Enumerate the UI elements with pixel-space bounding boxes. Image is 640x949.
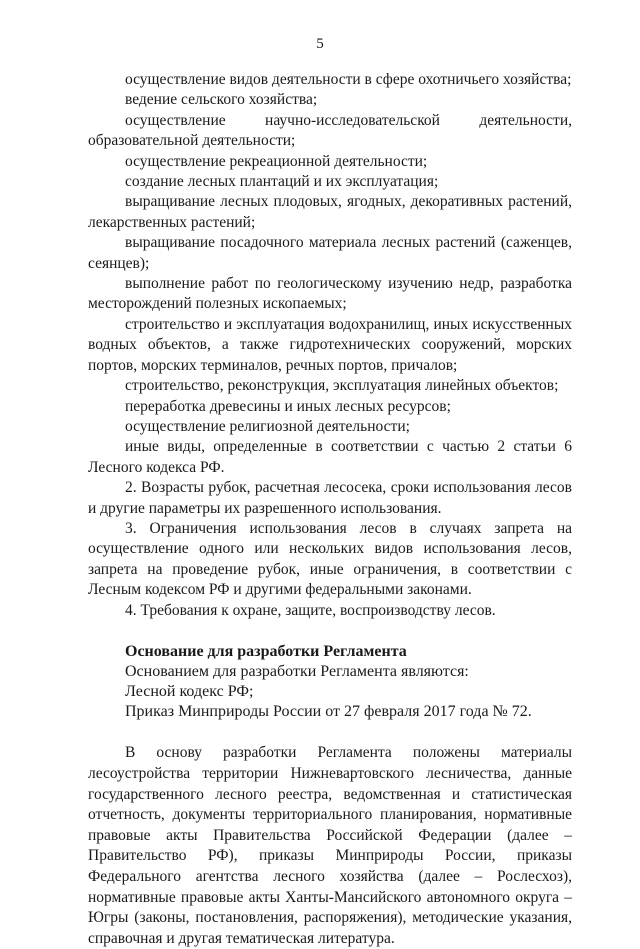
numbered-item: 4. Требования к охране, защите, воспроизводству лесов. — [125, 601, 496, 619]
list-item: осуществление рекреационной деятельности; — [125, 152, 428, 170]
numbered-items — [88, 478, 572, 621]
page-content — [88, 70, 572, 949]
list-item: выращивание лесных плодовых, ягодных, декоративных растений, лекарственных растений; — [88, 193, 572, 231]
list-item: выполнение работ по геологическому изучению недр, разработка месторождений полезных ископаемых; — [88, 275, 572, 313]
list-item: осуществление научно-исследовательской деятельности, образовательной деятельности; — [88, 111, 572, 150]
basis-item: Лесной кодекс РФ; — [125, 683, 254, 701]
list-item: переработка древесины и иных лесных ресурсов; — [125, 397, 451, 415]
numbered-item: 2. Возрасты рубок, расчетная лесосека, сроки использования лесов и другие параметры их разрешенного использования. — [88, 479, 572, 517]
section-gap — [88, 722, 572, 743]
closing-paragraph: В основу разработки Регламента положены материалы лесоустройства территории Нижневартовского лесничества, данные государственного лесного реестра, ведомственная и статистическая отчетность, документы территориального планирования, нормативные правовые акты Правительства Российской Федерации (далее – Правительство РФ), приказы Минприроды России, приказы Федерального агентства лесного хозяйства (далее – Рослесхоз), нормативные правовые акты Ханты-Мансийского автономного округа – Югры (законы, постановления, распоряжения), методические указания, справочная и другая тематическая литература. — [88, 744, 572, 947]
basis-intro: Основанием для разработки Регламента являются: — [125, 663, 469, 681]
list-item: строительство и эксплуатация водохранилищ, иных искусственных водных объектов, а также гидротехнических сооружений, морских портов, морских терминалов, речных портов, причалов; — [88, 315, 572, 374]
list-item: ведение сельского хозяйства; — [125, 91, 318, 109]
basis-section — [88, 642, 572, 722]
list-item: осуществление религиозной деятельности; — [125, 417, 410, 435]
section-gap — [88, 621, 572, 642]
page-number: 5 — [316, 36, 324, 52]
list-item: выращивание посадочного материала лесных растений (саженцев, сеянцев); — [88, 234, 572, 272]
section-heading: Основание для разработки Регламента — [125, 642, 407, 660]
basis-item: Приказ Минприроды России от 27 февраля 2017 года № 72. — [125, 703, 532, 721]
numbered-item: 3. Ограничения использования лесов в случаях запрета на осуществление одного или нескольких видов использования лесов, запрета на проведение рубок, иные ограничения, в соответствии с Лесным кодексом РФ и другими федеральными законами. — [88, 519, 572, 599]
list-item: строительство, реконструкция, эксплуатация линейных объектов; — [125, 377, 559, 395]
list-item: иные виды, определенные в соответствии с частью 2 статьи 6 Лесного кодекса РФ. — [88, 438, 572, 476]
usage-types-list — [88, 70, 572, 478]
list-item: создание лесных плантаций и их эксплуатация; — [125, 173, 439, 191]
list-item: осуществление видов деятельности в сфере охотничьего хозяйства; — [125, 71, 572, 88]
